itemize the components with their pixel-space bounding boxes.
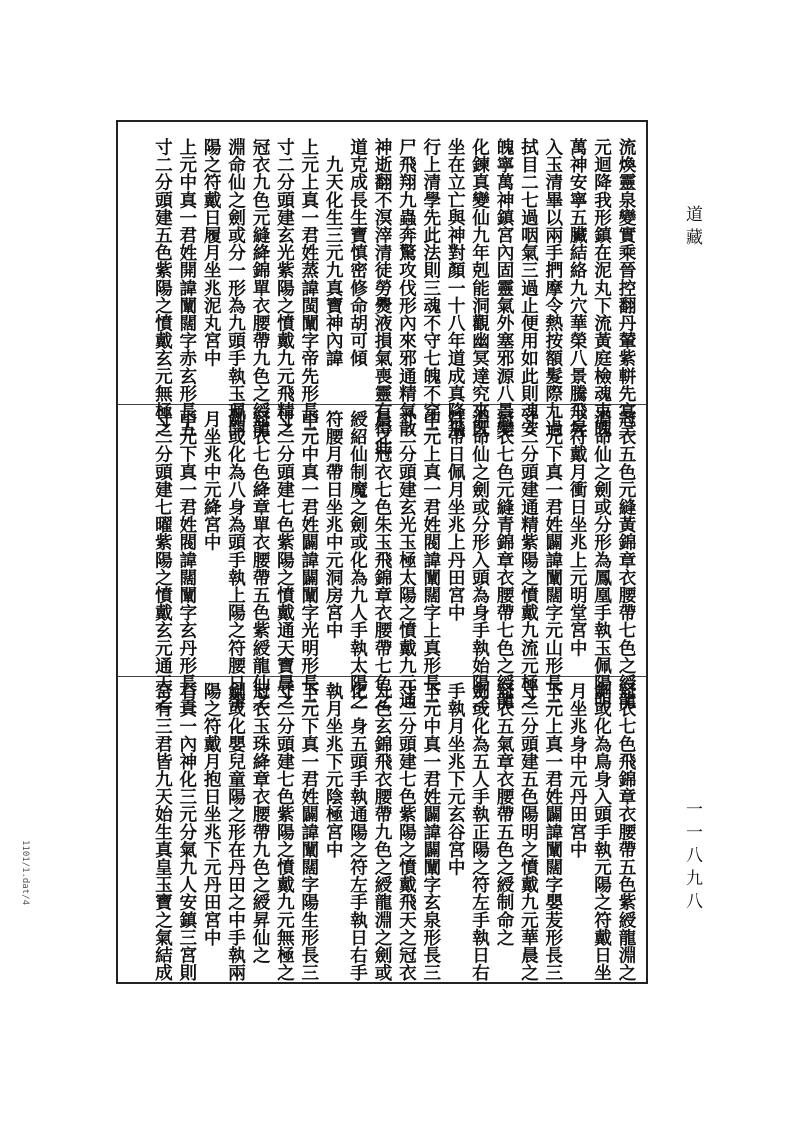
- text-column: 化鍊真變仙九年剋能洞觀幽冥達究來旣: [469, 138, 491, 438]
- text-column: 下元下真一君姓闢諱闡闊字陽生形長三: [298, 682, 320, 982]
- text-column: 冠衣九色元縫絳錦單衣腰帶九色之綬龍: [250, 138, 271, 438]
- text-column: 冠衣五色元縫黃錦章衣腰帶七色之綬龍: [616, 410, 637, 710]
- text-column: 月坐兆身中元丹田宮中: [567, 682, 589, 858]
- text-column: 九天化生三元九真寶神內諱: [323, 138, 345, 367]
- text-column: 淵命仙之劍或分形為鳳凰手執玉佩陽明: [591, 410, 613, 710]
- text-column: 拭目二七過咽氣三過止便用如此則魂安: [518, 138, 540, 438]
- text-column: 尸飛翔九蟲奔驚攻伐形內來邪通精氣散: [396, 138, 418, 438]
- text-column: 元迴降我形鎮在泥丸下流黃庭檢魂束魄: [591, 138, 613, 438]
- text-column: 右真一內神化三元分氣九人安鎮三宮則: [176, 682, 198, 982]
- text-column: 上元下真一君姓闢諱闡闊字元山形長三: [542, 410, 564, 710]
- text-column: 寸二分頭建玄光紫陽之憤戴九元飛精之: [274, 138, 296, 438]
- text-column: 手執月坐兆下元玄谷宮中: [445, 682, 467, 876]
- text-column: 冠衣七色飛錦章衣腰帶五色紫綬龍淵之: [616, 682, 637, 982]
- text-column: 中元中真一君姓闢諱闢闡字光明形長三: [298, 410, 320, 710]
- text-column: 冠衣五氣章衣腰帶五色之綬制命之: [494, 682, 515, 946]
- text-column: 下元中真一君姓闢諱闢闡字玄泉形長三: [420, 682, 442, 982]
- text-column: 化一身五頭手執通陽之符左手執日右手: [347, 682, 369, 982]
- text-column: 陽之符戴日履月坐兆泥丸宮中: [201, 138, 223, 367]
- text-column: 寸二分頭建七曜紫陽之憤戴玄元通天之: [152, 410, 174, 710]
- text-column: 入玉清畢以兩手捫摩令熱按額髮際九過: [542, 138, 564, 438]
- text-column: 劍或化為鳥身入頭手執元陽之符戴日坐: [591, 682, 613, 982]
- text-column: 劍或化為五人手執正陽之符左手執日右: [469, 682, 491, 982]
- text-column: 綬紹仙制魔之劍或化為九人手執太陽之: [347, 410, 369, 710]
- text-column: 符帶日佩月坐兆上丹田宮中: [445, 410, 467, 622]
- text-column: 符腰月帶日坐兆中元洞房宮中: [323, 410, 345, 639]
- text-column: 行上清學先此法則三魂不守七魄不穿三: [420, 138, 442, 438]
- text-column: 寸二分頭建五色紫陽之憤戴玄元無極之: [152, 138, 174, 438]
- text-column: 寸二分頭建七色紫陽之憤戴飛天之冠衣: [396, 682, 418, 982]
- text-column: 中元下真一君姓閥諱闊闡字玄丹形長三: [176, 410, 198, 710]
- text-column: 上元上真一君姓蒸諱閩闡字帝先形長三: [298, 138, 320, 438]
- text-column: 之符戴月衝日坐兆上元明堂宮中: [567, 410, 589, 657]
- text-column: 陽之符戴月抱日坐兆下元丹田宮中: [201, 682, 223, 946]
- text-column: 上元中真一君姓開諱闡闊字赤玄形長五: [176, 138, 198, 438]
- text-column: 淵命仙之劍或分形入頭為身手執始陽之: [469, 410, 491, 710]
- text-column: 晨之冠衣七色朱玉飛錦章衣腰帶七色之: [372, 410, 393, 710]
- text-column: 執月坐兆下元陰極宮中: [323, 682, 345, 858]
- page-number: 一一八九八: [682, 800, 702, 915]
- edge-note: 1101/1.dat/4: [20, 840, 30, 906]
- text-column: 冠衣七色元縫青錦章衣腰帶七色之綬龍: [494, 410, 515, 710]
- text-column: 九色玄錦飛衣腰帶九色之綬龍淵之劍或: [372, 682, 393, 982]
- text-column: 神逝翻不溟滓清徒勞㸑液損氣喪靈有得此: [372, 138, 393, 455]
- text-column: 流煥靈泉變實乘晉控翻丹輦紫軿先宴三: [616, 138, 637, 438]
- text-column: 劍或化嬰兒童陽之形在丹田之中手執兩: [225, 682, 247, 982]
- text-column: 宮有三君皆九天始生真皇玉寶之氣結成: [152, 682, 174, 982]
- text-column: 冠衣七色絳章單衣腰帶五色紫綬龍仙之: [250, 410, 271, 710]
- text-column: 道克成長生寶慎密修命胡可傾: [347, 138, 369, 367]
- text-column: 寸二分頭建通精紫陽之憤戴九流元極之: [518, 410, 540, 710]
- text-column: 淵命仙之劍或分一形為九頭手執玉珮開: [225, 138, 247, 438]
- text-column: 下元上真一君姓闢諱闡闊字嬰苃形長三: [542, 682, 564, 982]
- text-column: 寸二分頭建玄光玉極太陽之憤戴九元通: [396, 410, 418, 710]
- text-column: 魄寧萬神鎮宮內固靈氣外塞邪源八景變: [494, 138, 515, 438]
- text-column: 寸二分頭建七色紫陽之憤戴九元無極之: [274, 682, 296, 982]
- text-column: 月坐兆中元絳宮中: [201, 410, 223, 551]
- canon-title: 道藏: [682, 205, 702, 251]
- text-column: 冠衣玉珠絳章衣腰帶九色之綬昇仙之: [250, 682, 271, 964]
- text-column: 寸二分頭建七色紫陽之憤戴通天寶晨之: [274, 410, 296, 710]
- text-column: 中元上真一君姓閥諱闡闊字上真形長三: [420, 410, 442, 710]
- text-column: 萬神安寧五臟結絡九穴華榮八景騰飛昇: [567, 138, 589, 438]
- text-column: 寸二分頭建五色陽明之憤戴九元華晨之: [518, 682, 540, 982]
- text-column: 劍或化為八身為頭手執上陽之符腰日帶: [225, 410, 247, 710]
- text-column: 坐在立亡與神對顏一十八年道成真降飛: [445, 138, 467, 438]
